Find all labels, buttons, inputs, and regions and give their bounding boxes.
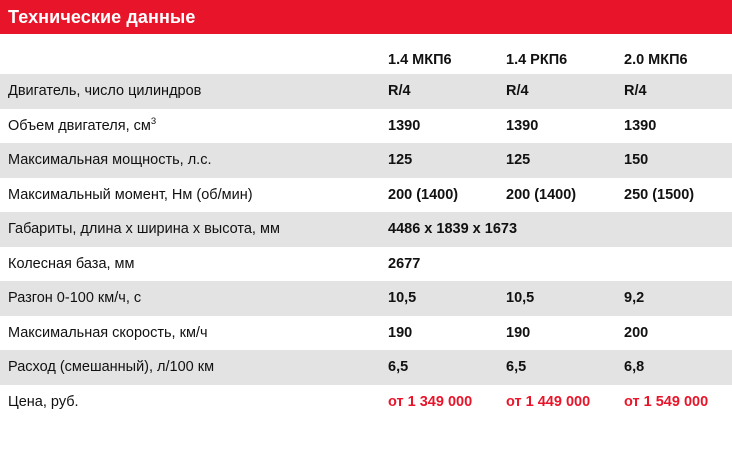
table-row [0,178,732,213]
row-value: 1390 [388,117,421,134]
row-value: 200 (1400) [506,186,577,203]
row-label: Габариты, длина х ширина х высота, мм [8,221,280,238]
row-value: R/4 [624,83,647,100]
table-row [0,212,732,247]
row-value: 10,5 [506,290,535,307]
row-label: Колесная база, мм [8,255,135,272]
page-title: Технические данные [8,6,196,27]
row-label-superscript: 3 [150,115,157,127]
table-header-row [0,34,732,74]
row-value: 10,5 [388,290,417,307]
row-label: Максимальная скорость, км/ч [8,324,208,341]
row-value: 4486 x 1839 x 1673 [388,221,518,238]
row-label: Цена, руб. [8,393,79,410]
row-value: 125 [506,152,531,169]
table-row [0,281,732,316]
row-value: 150 [624,152,649,169]
row-value: 9,2 [624,290,645,307]
row-label: Двигатель, число цилиндров [8,83,202,100]
table-row [0,350,732,385]
table-title-bar [0,0,732,34]
row-label: Максимальная мощность, л.с. [8,152,212,169]
row-value-price: от 1 349 000 [388,393,473,410]
row-value: 2677 [388,255,421,272]
row-value-price: от 1 549 000 [624,393,709,410]
column-header-1: 1.4 МКП6 [388,52,452,68]
table-row [0,109,732,144]
table-row [0,74,732,109]
row-value: 125 [388,152,413,169]
table-row [0,316,732,351]
table-row-price [0,385,732,420]
row-value: 190 [506,324,531,341]
row-label-text: Объем двигателя, см [8,117,151,134]
column-header-2: 1.4 РКП6 [506,52,568,68]
row-value: R/4 [506,83,529,100]
row-value: 200 (1400) [388,186,459,203]
table-row [0,143,732,178]
row-label: Максимальный момент, Нм (об/мин) [8,186,253,203]
row-value: 190 [388,324,413,341]
row-label: Разгон 0-100 км/ч, с [8,290,142,307]
row-value: 1390 [506,117,539,134]
row-value: 1390 [624,117,657,134]
row-value: 200 [624,324,649,341]
row-label: Расход (смешанный), л/100 км [8,359,215,376]
row-value: 6,5 [506,359,527,376]
row-value: R/4 [388,83,411,100]
row-label [8,115,388,134]
column-header-3: 2.0 МКП6 [624,52,688,68]
row-value: 6,8 [624,359,645,376]
table-row [0,247,732,282]
row-value-price: от 1 449 000 [506,393,591,410]
row-value: 250 (1500) [624,186,695,203]
row-value: 6,5 [388,359,409,376]
